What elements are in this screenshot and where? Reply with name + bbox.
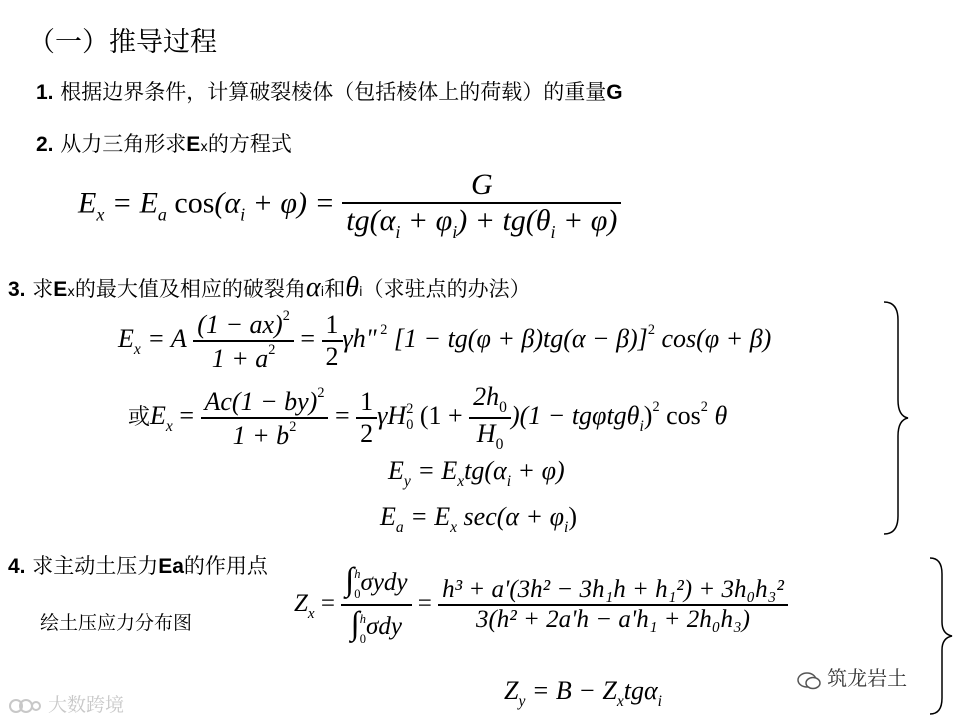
eq5-end: ) <box>568 502 577 531</box>
eq5-mid: = E <box>403 502 451 531</box>
step-2-text-a: 从力三角形求 <box>60 132 187 156</box>
step-3-number: 3. <box>8 278 26 301</box>
eq6-integral-frac <box>341 562 411 649</box>
eq5-sec-sub: i <box>563 519 569 537</box>
eq3-theta: θ <box>707 400 728 430</box>
eq3-eq2: = <box>328 400 357 430</box>
eq5-mid-sub: x <box>450 519 458 537</box>
eq2-den-sup: 2 <box>268 341 276 358</box>
eq6-int-den-lo: 0 <box>359 631 367 646</box>
eq6-int-num-body: σydy <box>360 569 408 596</box>
stress-diagram-label: 绘土压应力分布图 <box>40 612 193 634</box>
eq3-gh-sub: 0 <box>406 417 414 434</box>
eq3-frac-h0-num-sub: 0 <box>499 399 507 417</box>
eq3-paren-sub: i <box>639 418 644 435</box>
eq6-eq: = <box>314 590 342 617</box>
eq1-den-a: tg(α <box>346 204 396 237</box>
eq3-frac-h0 <box>469 382 511 454</box>
eq1-numerator: G <box>342 168 621 204</box>
step-3-alpha: α <box>305 272 321 303</box>
section-title: （一）推导过程 <box>28 27 217 58</box>
eq2-frac-1 <box>193 308 294 374</box>
eq1-arg-sub: i <box>240 204 246 225</box>
eq3-num-text: Ac(1 − by) <box>204 387 318 417</box>
eq1-mid-sub: a <box>157 204 167 225</box>
eq6-int-den-sign: ∫ <box>350 606 360 643</box>
brand-logo <box>796 662 907 692</box>
eq1-lhs-sub: x <box>96 204 105 225</box>
step-3-text-b: 的最大值及相应的破裂角 <box>74 277 306 301</box>
watermark <box>8 690 124 717</box>
eq2-gamma-h: γh" <box>342 323 377 353</box>
eq6-int-num-lo: 0 <box>354 587 361 602</box>
eq3-frac1-den <box>201 419 329 451</box>
eq1-den-b: + φ <box>400 204 453 237</box>
eq3-frac-h0-num-text: 2h <box>473 382 500 411</box>
eq5-lhs-sub: a <box>395 519 404 537</box>
eq7-tg: tgα <box>623 676 658 705</box>
eq1-den-c: ) + tg(θ <box>457 204 551 237</box>
eq5-lhs: E <box>380 502 396 531</box>
eq2-eq2: = <box>293 323 322 353</box>
equation-zy <box>504 676 662 711</box>
step-2-number: 2. <box>36 133 54 156</box>
eq3-frac1-num <box>201 385 329 419</box>
eq4-lhs: E <box>388 456 404 485</box>
eq2-half-num: 1 <box>322 310 343 342</box>
eq4-lhs-sub: y <box>403 473 411 491</box>
step-2 <box>36 128 292 158</box>
eq1-arg-rest: + φ) = <box>245 186 335 220</box>
watermark-icon <box>8 697 42 715</box>
eq2-bracket: [1 − tg(φ + β)tg(α − β)] <box>387 323 648 353</box>
eq4-tg-sub: i <box>506 473 512 491</box>
step-3-text-a: 求 <box>32 277 54 301</box>
eq3-or: 或 <box>128 404 151 430</box>
chat-bubble-icon <box>796 670 822 692</box>
eq6-lhs-sub: x <box>307 605 315 622</box>
eq6-eq2: = <box>411 590 439 617</box>
eq2-half-den: 2 <box>325 341 339 371</box>
eq3-den-sup: 2 <box>289 419 297 436</box>
eq3-frac-h0-den-text: H <box>476 419 496 449</box>
eq3-gh-sup: 2 <box>406 401 414 418</box>
eq1-denominator <box>342 204 621 243</box>
system-brace <box>880 300 910 536</box>
step-3 <box>8 272 531 304</box>
eq3-half-den: 2 <box>360 419 374 449</box>
eq1-den-sub1: i <box>395 222 401 243</box>
eq1-arg: (α <box>214 186 241 220</box>
eq1-den-d: + φ) <box>555 204 618 237</box>
eq3-gamma-h0: γH <box>377 400 407 430</box>
eq6-int-num <box>341 562 411 606</box>
eq2-num-sup: 2 <box>282 308 290 324</box>
eq2-num-text: (1 − ax) <box>197 309 283 339</box>
eq3-lhs-sub: x <box>165 418 173 435</box>
watermark-text: 大数跨境 <box>48 694 125 716</box>
step-3-sub-i1: i <box>320 285 325 300</box>
step-3-theta: θ <box>345 272 360 303</box>
step-2-text-b: 的方程式 <box>207 132 292 156</box>
eq3-paren-c: ) <box>643 400 653 430</box>
eq3-cos-sup: 2 <box>700 399 708 416</box>
eq6-result-frac <box>438 576 788 634</box>
eq3-eq: = <box>172 400 201 430</box>
eq3-num-sup: 2 <box>317 385 325 402</box>
equation-ex-max-2 <box>128 382 727 454</box>
eq6-int-den-body: σdy <box>366 613 402 641</box>
eq3-frac-h0-den <box>469 419 511 454</box>
eq2-frac1-num <box>193 308 294 342</box>
equation-ex-ea <box>78 168 621 243</box>
equation-ey <box>388 456 565 491</box>
eq4-end: + φ) <box>511 456 565 485</box>
eq3-frac-h0-den-sub: 0 <box>495 436 504 454</box>
step-4 <box>8 550 268 580</box>
step-1-number: 1. <box>36 81 54 104</box>
equation-ex-max-1 <box>118 308 771 374</box>
eq4-mid: = E <box>410 456 458 485</box>
eq7-tg-sub: i <box>657 693 662 711</box>
eq3-cos: cos <box>659 400 701 430</box>
eq6-result-den: 3(h² + 2a'h − a'h₁ + 2h₀h₃) <box>475 606 750 634</box>
step-1-symbol-g: G <box>606 81 623 104</box>
brand-logo-text: 筑龙岩土 <box>827 666 908 690</box>
step-4-symbol-ea: Ea <box>158 555 184 578</box>
eq2-eq: = A <box>140 323 187 353</box>
eq1-den-sub3: i <box>550 222 556 243</box>
step-2-sub-x: x <box>200 140 208 155</box>
eq7-lhs: Z <box>504 676 519 705</box>
lower-brace <box>928 556 954 716</box>
eq7-lhs-sub: y <box>518 693 526 711</box>
step-3-sub-x: x <box>67 285 75 300</box>
eq1-cos: cos <box>166 186 215 220</box>
eq2-lhs: E <box>118 323 134 353</box>
step-1-text: 根据边界条件，计算破裂棱体（包括棱体上的荷载）的重量 <box>60 80 607 104</box>
equation-zx <box>294 562 788 649</box>
eq3-frac-half <box>356 387 377 449</box>
step-2-symbol-e: E <box>186 133 201 156</box>
eq3-frac-1 <box>201 385 329 451</box>
eq3-paren-a: (1 + <box>413 400 470 430</box>
step-3-he: 和 <box>324 277 346 301</box>
step-3-symbol-e: E <box>53 278 68 301</box>
eq6-int-den-hi: h <box>359 611 367 626</box>
eq1-den-sub2: i <box>452 222 458 243</box>
eq2-lhs-sub: x <box>133 340 141 358</box>
eq6-int-den <box>341 606 411 648</box>
eq3-den-text: 1 + b <box>232 420 290 450</box>
eq4-mid-sub: x <box>457 473 465 491</box>
step-1 <box>36 76 623 106</box>
eq2-cos: cos(φ + β) <box>654 323 772 353</box>
step-3-text-c: （求驻点的办法） <box>362 277 531 301</box>
eq2-bracket-sup: 2 <box>647 321 655 338</box>
eq3-paren-sup: 2 <box>652 399 660 416</box>
eq7-mid: = B − Z <box>525 676 617 705</box>
eq2-den-text: 1 + a <box>211 343 269 373</box>
eq7-mid-sub: x <box>616 693 624 711</box>
eq6-int-num-hi: h <box>354 567 361 582</box>
eq2-frac-half <box>322 310 343 372</box>
eq6-int-num-sign: ∫ <box>345 562 355 598</box>
step-4-text-b: 的作用点 <box>183 554 268 578</box>
eq2-gamma-h-sup: 2 <box>376 321 388 338</box>
step-3-sub-i2: i <box>359 285 363 300</box>
eq3-frac-h0-num <box>469 382 511 419</box>
equation-ea <box>380 502 577 537</box>
eq6-lhs: Z <box>294 590 308 617</box>
eq4-tg: tg(α <box>464 456 507 485</box>
eq3-paren-b: )(1 − tgφtgθ <box>510 400 640 430</box>
step-4-number: 4. <box>8 555 26 578</box>
step-4-text-a: 求主动土压力 <box>32 554 159 578</box>
eq3-half-num: 1 <box>356 387 377 419</box>
eq1-fraction <box>342 168 621 243</box>
eq3-lhs: E <box>150 400 166 430</box>
eq2-frac1-den <box>193 342 294 374</box>
eq6-result-num: h³ + a'(3h² − 3h₁h + h₁²) + 3h₀h₃² <box>438 576 788 606</box>
eq5-sec: sec(α + φ <box>457 502 564 531</box>
eq1-lhs: E <box>78 186 97 220</box>
eq1-mid: = E <box>104 186 158 220</box>
